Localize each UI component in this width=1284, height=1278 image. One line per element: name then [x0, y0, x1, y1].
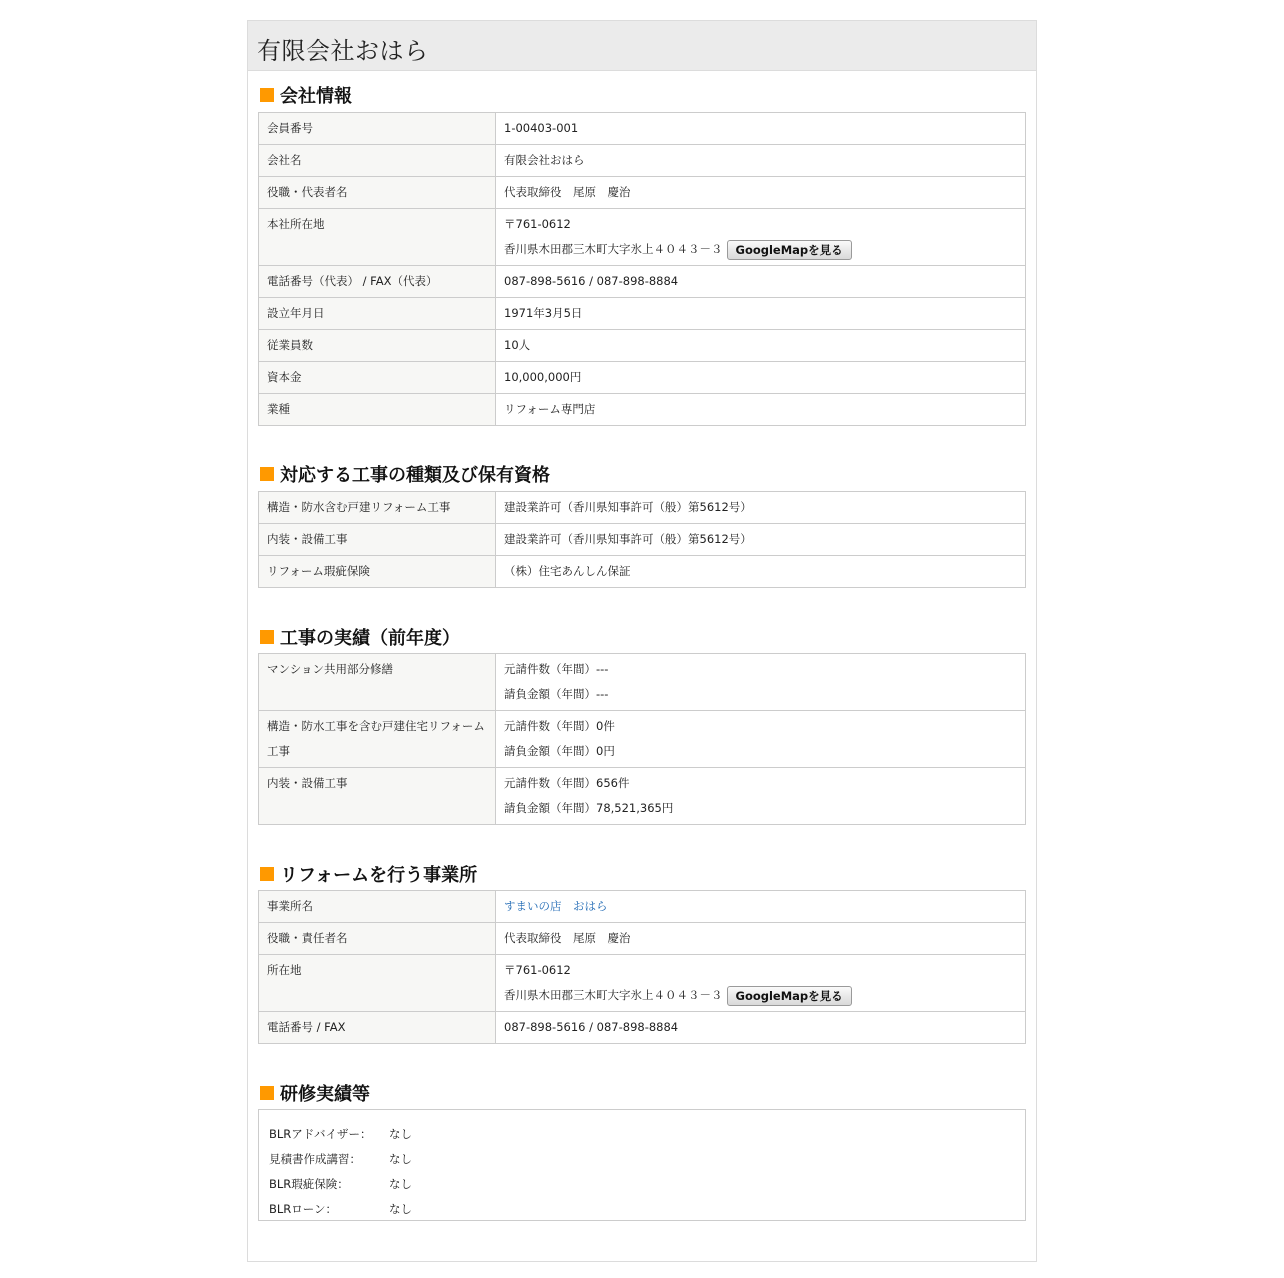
row-label: 所在地	[259, 955, 496, 1012]
row-value	[496, 654, 1026, 711]
contract-count: 元請件数（年間）656件	[504, 776, 630, 790]
training-label: 見積書作成講習：	[269, 1152, 361, 1166]
results-heading: 工事の実績（前年度）	[280, 628, 460, 649]
company-info-table	[258, 112, 1026, 426]
section-heading	[258, 83, 1026, 107]
member-number: 1-00403-001	[496, 113, 1026, 145]
table-row	[259, 891, 1026, 923]
business-type: リフォーム専門店	[496, 394, 1026, 426]
founded-date: 1971年3月5日	[496, 298, 1026, 330]
office-name-cell	[496, 891, 1026, 923]
row-value: （株）住宅あんしん保証	[496, 556, 1026, 588]
address-text: 香川県木田郡三木町大字氷上４０４３－３	[504, 988, 723, 1002]
contract-amount: 請負金額（年間）0円	[504, 744, 615, 758]
representative: 代表取締役 尾原 慶治	[496, 177, 1026, 209]
table-row	[259, 330, 1026, 362]
results-table	[258, 653, 1026, 825]
company-info-section	[258, 83, 1026, 416]
row-value	[496, 711, 1026, 768]
table-row	[259, 654, 1026, 711]
table-row	[259, 768, 1026, 825]
section-heading	[258, 625, 1026, 649]
table-row	[259, 955, 1026, 1012]
row-label: 電話番号（代表） / FAX（代表）	[259, 266, 496, 298]
table-row	[259, 711, 1026, 768]
company-detail-page	[247, 20, 1037, 1262]
office-name-link[interactable]: すまいの店 おはら	[504, 899, 608, 913]
row-value: 建設業許可（香川県知事許可（般）第5612号）	[496, 492, 1026, 524]
row-label: 会員番号	[259, 113, 496, 145]
training-label: BLR瑕疵保険：	[269, 1177, 349, 1191]
list-item	[269, 1197, 1025, 1222]
training-label: BLRアドバイザー：	[269, 1127, 372, 1141]
row-label: 資本金	[259, 362, 496, 394]
page-title: 有限会社おはら	[257, 37, 429, 65]
table-row	[259, 923, 1026, 955]
row-value: 建設業許可（香川県知事許可（般）第5612号）	[496, 524, 1026, 556]
address-text: 香川県木田郡三木町大字氷上４０４３－３	[504, 242, 723, 256]
table-row	[259, 394, 1026, 426]
contract-amount: 請負金額（年間）---	[504, 687, 609, 701]
address-line	[504, 983, 1017, 1008]
office-section	[258, 862, 1026, 1034]
list-item	[269, 1122, 1025, 1147]
contract-amount: 請負金額（年間）78,521,365円	[504, 801, 674, 815]
table-row	[259, 298, 1026, 330]
orange-square-icon	[260, 88, 274, 102]
training-heading: 研修実績等	[280, 1084, 370, 1105]
section-heading	[258, 462, 1026, 486]
training-section	[258, 1081, 1026, 1216]
table-row	[259, 209, 1026, 266]
office-table	[258, 890, 1026, 1044]
table-row	[259, 177, 1026, 209]
company-name: 有限会社おはら	[496, 145, 1026, 177]
phone-fax: 087-898-5616 / 087-898-8884	[496, 1012, 1026, 1044]
row-label: 本社所在地	[259, 209, 496, 266]
office-address	[496, 955, 1026, 1012]
row-label: 役職・責任者名	[259, 923, 496, 955]
employee-count: 10人	[496, 330, 1026, 362]
postal-code: 〒761-0612	[504, 963, 571, 977]
row-label: 内装・設備工事	[259, 524, 496, 556]
table-row	[259, 492, 1026, 524]
row-label: 事業所名	[259, 891, 496, 923]
row-label: 従業員数	[259, 330, 496, 362]
list-item	[269, 1172, 1025, 1197]
row-label: マンション共用部分修繕	[259, 654, 496, 711]
orange-square-icon	[260, 1086, 274, 1100]
row-label: 電話番号 / FAX	[259, 1012, 496, 1044]
address-line	[504, 237, 1017, 262]
table-row	[259, 1012, 1026, 1044]
training-box	[258, 1109, 1026, 1221]
orange-square-icon	[260, 867, 274, 881]
row-label: 構造・防水含む戸建リフォーム工事	[259, 492, 496, 524]
section-heading	[258, 1081, 1026, 1105]
row-label: 役職・代表者名	[259, 177, 496, 209]
manager: 代表取締役 尾原 慶治	[496, 923, 1026, 955]
postal-code: 〒761-0612	[504, 217, 571, 231]
table-row	[259, 266, 1026, 298]
row-label: リフォーム瑕疵保険	[259, 556, 496, 588]
phone-fax: 087-898-5616 / 087-898-8884	[496, 266, 1026, 298]
title-bar	[248, 21, 1036, 71]
row-label: 構造・防水工事を含む戸建住宅リフォーム工事	[259, 711, 496, 768]
qualifications-heading: 対応する工事の種類及び保有資格	[280, 465, 550, 486]
row-label: 会社名	[259, 145, 496, 177]
list-item	[269, 1147, 1025, 1172]
results-section	[258, 625, 1026, 815]
training-value: なし	[389, 1127, 412, 1141]
head-office-address	[496, 209, 1026, 266]
googlemap-button[interactable]: GoogleMapを見る	[727, 986, 852, 1006]
googlemap-button[interactable]: GoogleMapを見る	[727, 240, 852, 260]
orange-square-icon	[260, 630, 274, 644]
table-row	[259, 113, 1026, 145]
capital: 10,000,000円	[496, 362, 1026, 394]
section-heading	[258, 862, 1026, 886]
table-row	[259, 362, 1026, 394]
row-label: 業種	[259, 394, 496, 426]
table-row	[259, 524, 1026, 556]
qualifications-section	[258, 462, 1026, 578]
contract-count: 元請件数（年間）---	[504, 662, 609, 676]
orange-square-icon	[260, 467, 274, 481]
company-info-heading: 会社情報	[280, 86, 352, 107]
contract-count: 元請件数（年間）0件	[504, 719, 615, 733]
training-value: なし	[389, 1202, 412, 1216]
training-value: なし	[389, 1152, 412, 1166]
qualifications-table	[258, 491, 1026, 588]
row-label: 内装・設備工事	[259, 768, 496, 825]
training-value: なし	[389, 1177, 412, 1191]
training-label: BLRローン：	[269, 1202, 338, 1216]
table-row	[259, 556, 1026, 588]
table-row	[259, 145, 1026, 177]
office-heading: リフォームを行う事業所	[280, 865, 478, 886]
row-label: 設立年月日	[259, 298, 496, 330]
row-value	[496, 768, 1026, 825]
